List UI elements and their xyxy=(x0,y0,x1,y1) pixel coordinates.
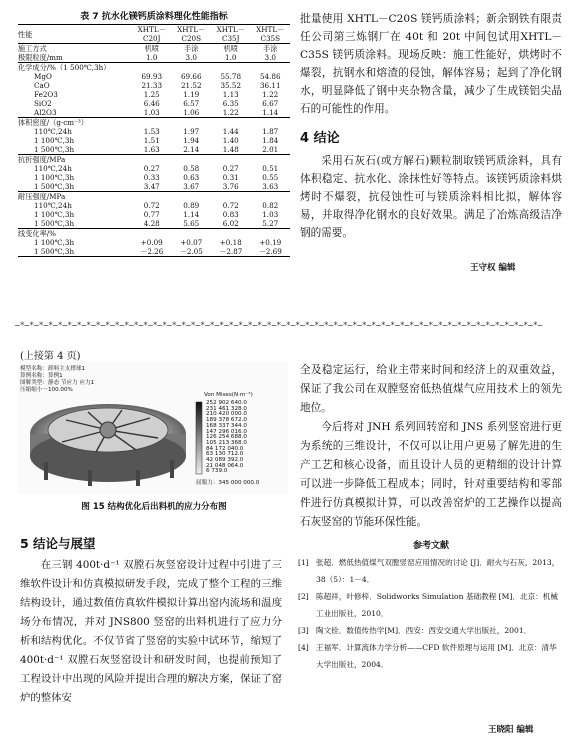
table-header-col: XHTL－C35J xyxy=(216,25,245,43)
table-header-row xyxy=(18,25,290,44)
table-cell: 6.67 xyxy=(262,99,279,108)
table-cell: 0.83 xyxy=(222,210,239,219)
table-cell xyxy=(132,155,172,164)
figure-meta-line: 模型名称：卸料主支撑球1 xyxy=(20,366,86,372)
table-cell: 机喷 xyxy=(223,44,238,53)
table-header-col: XHTL－C20J xyxy=(137,25,166,43)
table-row-label: 1 500℃,3h xyxy=(34,182,75,191)
table-cell: 5.65 xyxy=(183,219,200,228)
table-cell: 2.01 xyxy=(262,145,279,154)
table-cell: 0.33 xyxy=(143,173,160,182)
table-cell: 3.63 xyxy=(262,182,279,191)
table-body xyxy=(18,44,290,256)
table-row xyxy=(18,108,290,117)
table-cell: +0.19 xyxy=(259,238,282,247)
table-cell: 1.51 xyxy=(143,136,160,145)
table-cell: 1.03 xyxy=(262,210,279,219)
table-cell: －2.87 xyxy=(219,247,243,256)
table-header-col: XHTL－C35S xyxy=(256,25,285,43)
outlook-text xyxy=(20,556,282,708)
table-cell xyxy=(172,192,212,201)
table-cell: 6.57 xyxy=(183,99,200,108)
table-cell xyxy=(211,118,251,127)
table-cell: 36.11 xyxy=(259,81,281,90)
table-cell xyxy=(172,229,212,238)
legend-value: 231 461 328.0 xyxy=(206,405,247,412)
table-cell: 1.94 xyxy=(183,136,200,145)
table-cell: 0.27 xyxy=(222,164,239,173)
table-cell xyxy=(132,229,172,238)
table-row xyxy=(18,62,290,72)
table-cell: 3.67 xyxy=(183,182,200,191)
reference-number: [1] xyxy=(298,558,309,567)
paragraph: 批量使用 XHTL－C20S 镁钙质涂料；新余钢铁有限责任公司第三炼钢厂在 40t 和 20t 中间包试用XHTL－C35S 镁钙质涂料。现场反映：施工性能好，烘烤时不爆裂，抗钢水和熔渣的侵蚀，解体容易；起到了净化钢水，明显降低了钢中夹杂物含量，减少了生成镁铝尖晶石的可能性的作用。 xyxy=(300,13,562,115)
table-cell: 55.78 xyxy=(220,72,242,81)
table-row-label: 体积密度/（g·cm⁻³） xyxy=(18,118,88,127)
table-row-label: 施工方式 xyxy=(18,44,47,53)
reference-number: [2] xyxy=(298,592,309,601)
figure-meta xyxy=(20,366,94,394)
table-cell: 54.86 xyxy=(259,72,281,81)
table-cell xyxy=(251,192,291,201)
table-cell: 手涂 xyxy=(184,44,199,53)
table-cell: 3.76 xyxy=(222,182,239,191)
table-row xyxy=(18,238,290,247)
legend-value: 84 172 040.0 xyxy=(206,445,244,452)
reference-item xyxy=(298,588,564,622)
table-cell: 1.14 xyxy=(262,108,279,117)
legend-value: 147 296 016.0 xyxy=(206,428,247,435)
legend-value: 6 739.0 xyxy=(206,468,228,475)
section-title-outlook: 5 结论与展望 xyxy=(20,536,96,551)
section-title-conclusion: 4 结论 xyxy=(300,131,340,146)
table-cell: 1.25 xyxy=(143,90,160,99)
table-row xyxy=(18,99,290,108)
right-top-text xyxy=(300,10,562,118)
table-row xyxy=(18,90,290,99)
table-cell: 1.44 xyxy=(222,127,239,136)
reference-number: [3] xyxy=(298,626,309,635)
table-row-label: MgO xyxy=(34,72,52,81)
editor-credit: 王守权 编辑 xyxy=(470,263,516,273)
continued-note: (上接第 4 页) xyxy=(20,351,81,362)
table-cell xyxy=(172,63,212,72)
table-cell: 1.22 xyxy=(222,108,239,117)
table-row xyxy=(18,127,290,136)
table-row-label: SiO2 xyxy=(34,99,52,108)
table-cell: 1.87 xyxy=(262,127,279,136)
table-cell: 69.66 xyxy=(180,72,202,81)
table-cell: +0.18 xyxy=(219,238,242,247)
table-cell: 1.53 xyxy=(143,127,160,136)
table-row-label: 1 100℃,3h xyxy=(34,173,75,182)
table-cell: 0.27 xyxy=(143,164,160,173)
properties-table xyxy=(18,24,290,257)
table-row-label: Fe2O3 xyxy=(34,90,58,99)
table-cell: 6.35 xyxy=(222,99,239,108)
table-cell: 0.58 xyxy=(183,164,200,173)
table-header-label: 性能 xyxy=(18,30,33,39)
yield-strength: 屈服力：345 000 000.0 xyxy=(196,480,260,486)
table-row-label: 1 100℃,3h xyxy=(34,210,75,219)
table-cell: 3.47 xyxy=(143,182,160,191)
table-cell: 1.19 xyxy=(183,90,200,99)
table-row-label: 抗折强度/MPa xyxy=(18,155,66,164)
reference-text: 张超．燃低热值煤气双膛竖窑应用情况的讨论 [J]．耐火与石灰，2013，38（5）：1－4． xyxy=(316,558,560,584)
table-cell: 0.77 xyxy=(143,210,160,219)
table-row xyxy=(18,201,290,210)
table-row-label: 1 500℃,3h xyxy=(34,145,75,154)
table-cell: 机喷 xyxy=(144,44,159,53)
table-cell: －2.26 xyxy=(140,247,164,256)
figure-meta-line: 压缩缩小～100.00% xyxy=(20,387,73,393)
table-row-label: Al2O3 xyxy=(34,108,57,117)
table-cell: 1.48 xyxy=(222,145,239,154)
table-cell: 手涂 xyxy=(263,44,278,53)
table-cell: +0.09 xyxy=(140,238,163,247)
table-cell xyxy=(211,192,251,201)
table-row xyxy=(18,210,290,219)
table-cell xyxy=(132,63,172,72)
figure-meta-line: 图解类型：静态 节应力 应力1 xyxy=(20,380,95,386)
table-row xyxy=(18,182,290,191)
table-cell xyxy=(172,118,212,127)
legend-value: 105 213 368.0 xyxy=(206,439,247,446)
paragraph: 在三钢 400t·d⁻¹ 双膛石灰竖窑设计过程中引进了三维软件设计和仿真模拟研发手段，完成了整个工程的三维结构设计，通过数值仿真软件模拟计算出窑内流场和温度场分布情况，并对 JNS800 竖窑的出料机进行了应力分析和结构优化。不仅节省了竖窑的实验中试环节，缩短了 400t·d⁻¹ 双膛石灰竖窑设计和研发时间，也提前预知了工程设计中出现的风险并提出合理的解决方案，保证了窑炉的整体安 xyxy=(20,559,282,704)
reference-text: 陈超祥，叶修梓．Solidworks Simulation 基础教程 [M]．北京：机械工业出版社，2010． xyxy=(316,592,558,618)
table-row-label: 110℃,24h xyxy=(34,127,72,136)
conclusion-text xyxy=(300,152,562,242)
table-cell: 3.0 xyxy=(264,53,276,62)
table-cell: 21.33 xyxy=(141,81,163,90)
table-cell: 0.89 xyxy=(183,201,200,210)
table-row-label: 线变化率/% xyxy=(18,229,57,238)
table-cell: 0.72 xyxy=(143,201,160,210)
table-cell: 35.52 xyxy=(220,81,242,90)
table-row-label: 耐压强度/MPa xyxy=(18,192,66,201)
table-row-label: 1 500℃,3h xyxy=(34,247,75,256)
article-divider: ~*~*~*~*~*~*~*~*~*~*~*~*~*~*~*~*~*~*~*~*~*~*~*~*~*~*~*~*~*~*~*~*~*~*~*~*~*~*~*~*~*~*~*~*~*~*~*~*~*~*~*~*~*~*~*~ xyxy=(14,321,543,330)
table-caption: 表 7 抗水化镁钙质涂料理化性能指标 xyxy=(80,12,228,22)
table-cell: 21.52 xyxy=(180,81,202,90)
table-cell: 1.13 xyxy=(222,90,239,99)
legend-value: 126 254 688.0 xyxy=(206,434,247,441)
table-row xyxy=(18,145,290,154)
table-row xyxy=(18,44,290,53)
table-header-col: XHTL－C20S xyxy=(177,25,206,43)
table-row xyxy=(18,136,290,145)
reference-number: [4] xyxy=(298,643,309,652)
legend-value: 63 130 712.0 xyxy=(206,451,244,458)
table-cell: 1.03 xyxy=(143,108,160,117)
table-row xyxy=(18,164,290,173)
table-row-label: 1 100℃,3h xyxy=(34,136,75,145)
reference-item xyxy=(298,554,564,588)
reference-text: 陶文铨．数值传热学[M]．西安：西安交通大学出版社，2001． xyxy=(316,626,532,635)
table-cell: 1.14 xyxy=(183,210,200,219)
table-cell xyxy=(211,155,251,164)
table-cell: 5.27 xyxy=(262,219,279,228)
table-cell: 2.14 xyxy=(183,145,200,154)
references-list xyxy=(298,554,564,673)
table-cell: 1.63 xyxy=(143,145,160,154)
table-cell xyxy=(251,155,291,164)
table-cell xyxy=(251,63,291,72)
table-cell xyxy=(211,229,251,238)
legend-value: 168 337 344.0 xyxy=(206,422,247,429)
table-cell: 4.28 xyxy=(143,219,160,228)
legend-values xyxy=(206,401,247,475)
table-row xyxy=(18,81,290,90)
table-cell xyxy=(251,229,291,238)
table-cell: 1.0 xyxy=(225,53,237,62)
legend-title: Von Mises(N·m⁻²) xyxy=(204,392,253,398)
legend-value: 21 048 064.0 xyxy=(206,462,244,469)
table-cell: 3.0 xyxy=(185,53,197,62)
figure-meta-line: 算例名称：算例1 xyxy=(20,373,63,379)
table-cell: 0.72 xyxy=(222,201,239,210)
legend-value: 252 902 640.0 xyxy=(206,400,247,406)
table-cell: 1.40 xyxy=(222,136,239,145)
reference-item xyxy=(298,639,564,673)
table-row xyxy=(18,72,290,81)
reference-item xyxy=(298,622,564,639)
table-row-label: 110℃,24h xyxy=(34,164,72,173)
table-row xyxy=(18,154,290,164)
table-cell xyxy=(211,63,251,72)
bottom-right-text xyxy=(300,361,562,532)
editor-credit: 王晓阳 编辑 xyxy=(488,725,534,735)
legend-value: 210 420 000.0 xyxy=(206,411,247,418)
table-cell: 1.22 xyxy=(262,90,279,99)
table-cell: 6.46 xyxy=(143,99,160,108)
table-cell xyxy=(251,118,291,127)
table-cell xyxy=(132,118,172,127)
table-row-label: 110℃,24h xyxy=(34,201,72,210)
table-row-label: 1 500℃,3h xyxy=(34,219,75,228)
table-row xyxy=(18,117,290,127)
legend-value: 189 378 672.0 xyxy=(206,417,247,424)
table-row-label: CaO xyxy=(34,81,50,90)
table-row xyxy=(18,247,290,256)
paragraph: 全及稳定运行，给业主带来时间和经济上的双重效益，保证了我公司在双膛竖窑低热值煤气应用技术上的领先地位。 xyxy=(300,364,562,414)
table-cell: 1.06 xyxy=(183,108,200,117)
table-cell xyxy=(172,155,212,164)
table-row-label: 化学成分/%（1 500℃,3h） xyxy=(18,63,111,72)
references-title: 参考文献 xyxy=(412,541,449,551)
stress-figure xyxy=(18,362,288,494)
table-cell: 0.31 xyxy=(222,173,239,182)
table-row xyxy=(18,228,290,238)
figure-caption: 图 15 结构优化后出料机的应力分布图 xyxy=(81,502,227,512)
table-cell: －2.69 xyxy=(258,247,282,256)
table-cell: 0.55 xyxy=(262,173,279,182)
table-cell xyxy=(132,192,172,201)
table-cell: 1.84 xyxy=(262,136,279,145)
table-row xyxy=(18,191,290,201)
paragraph: 今后将对 JNH 系列回转窑和 JNS 系列竖窑进行更为系统的三维设计，不仅可以让用户更易了解先进的生产工艺和核心设备，而且设计人员的更精细的设计计算可以进一步降低工程成本；同时，针对重要结构和零部件进行仿真模拟计算，可以改善窑炉的工艺操作以提高石灰竖窑的节能环保性能。 xyxy=(300,421,562,528)
table-row-label: 极限粒度/mm xyxy=(18,53,63,62)
table-row xyxy=(18,173,290,182)
table-row-label: 1 100℃,3h xyxy=(34,238,75,247)
table-cell: +0.07 xyxy=(180,238,203,247)
table-row xyxy=(18,219,290,228)
table-cell: 69.93 xyxy=(141,72,163,81)
table-cell: 0.63 xyxy=(183,173,200,182)
table-row xyxy=(18,53,290,62)
paragraph: 采用石灰石(或方解石)颗粒制取镁钙质涂料，具有体积稳定、抗水化、涂抹性好等特点。该镁钙质涂料烘烤时不爆裂，抗侵蚀性可与镁质涂料相比拟，解体容易，并取得净化钢水的良好效果。满足了冶炼高级洁净钢的需要。 xyxy=(300,155,562,239)
table-cell: 1.0 xyxy=(146,53,158,62)
legend-value: 42 089 392.0 xyxy=(206,457,244,464)
table-cell: 0.82 xyxy=(262,201,279,210)
table-cell: 6.02 xyxy=(222,219,239,228)
table-cell: －2.05 xyxy=(179,247,203,256)
table-cell: 0.51 xyxy=(262,164,279,173)
table-cell: 1.97 xyxy=(183,127,200,136)
reference-text: 王福军．计算流体力学分析——CFD 软件原理与运用 [M]．北京：清华大学出版社，2004． xyxy=(316,643,557,669)
